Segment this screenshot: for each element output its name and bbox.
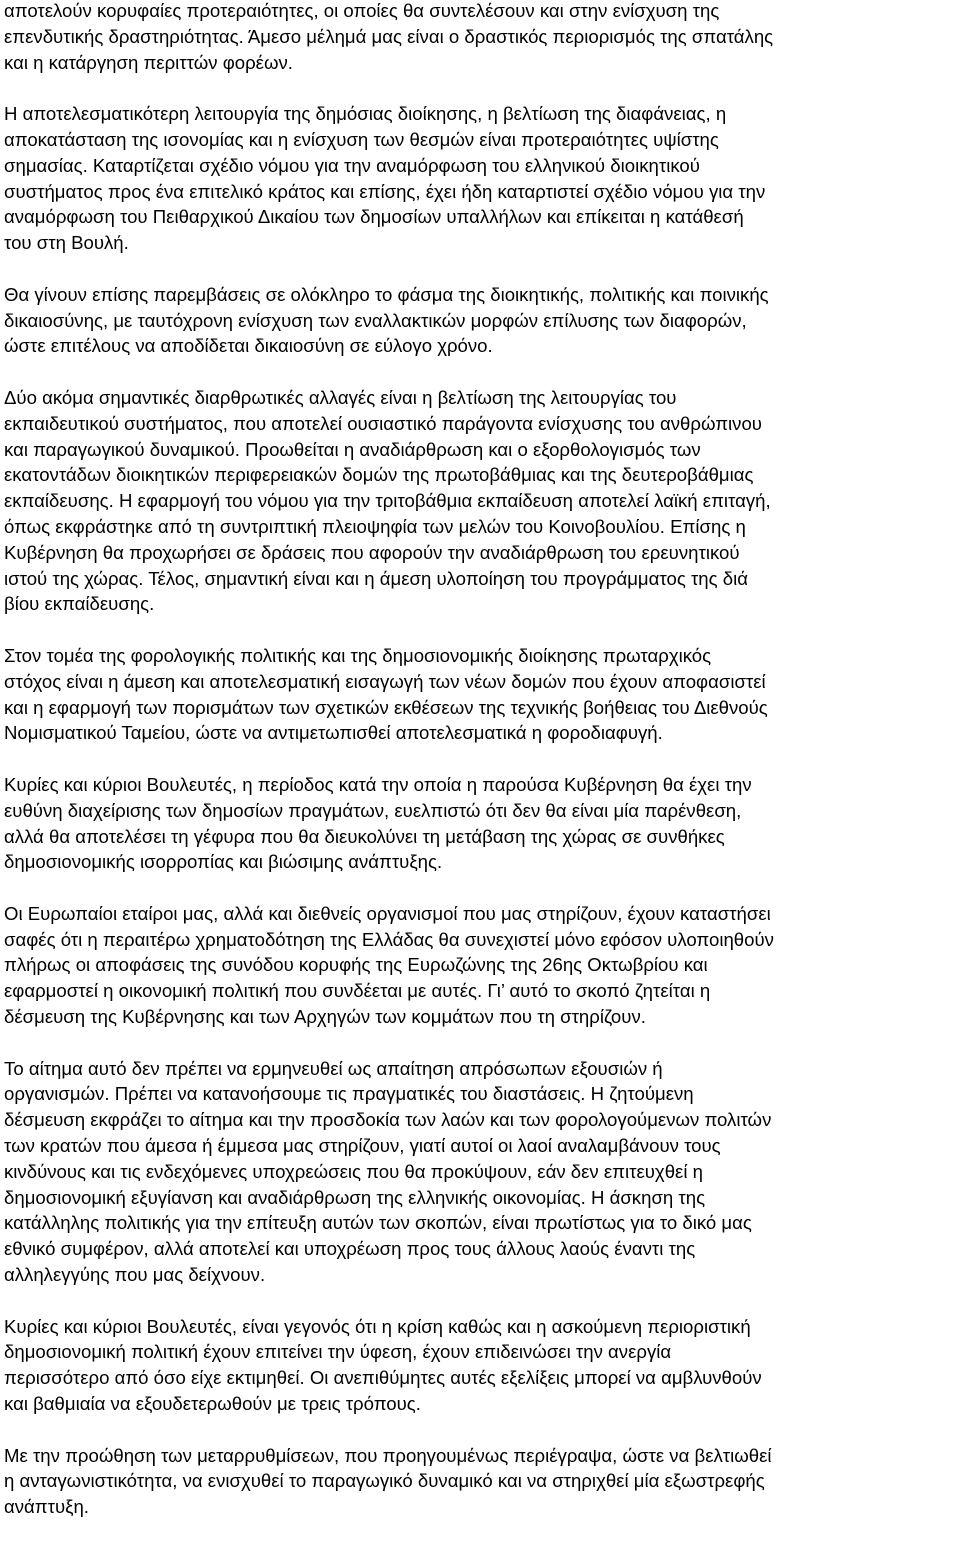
- paragraph-8: Το αίτημα αυτό δεν πρέπει να ερμηνευθεί ως απαίτηση απρόσωπων εξουσιών ή οργανισμών. Πρέπει να κατανοήσουμε τις πραγματικές του διαστάσεις. Η ζητούμενη δέσμευση εκφράζει το αίτημα και την προσδοκία των λαών και των φορολογούμενων πολιτών των κρατών που άμεσα ή έμμεσα μας στηρίζουν, γιατί αυτοί οι λαοί αναλαμβάνουν τους κινδύνους και τις ενδεχόμενες υποχρεώσεις που θα προκύψουν, εάν δεν επιτευχθεί η δημοσιονομική εξυγίανση και αναδιάρθρωση της ελληνικής οικονομίας. Η άσκηση της κατάλληλης πολιτικής για την επίτευξη αυτών των σκοπών, είναι πρωτίστως για το δικό μας εθνικό συμφέρον, αλλά αποτελεί και υποχρέωση προς τους άλλους λαούς έναντι της αλληλεγγύης που μας δείχνουν.: [4, 1057, 772, 1286]
- paragraph-7: Οι Ευρωπαίοι εταίροι μας, αλλά και διεθνείς οργανισμοί που μας στηρίζουν, έχουν καταστήσει σαφές ότι η περαιτέρω χρηματοδότηση της Ελλάδας θα συνεχιστεί μόνο εφόσον υλοποιηθούν πλήρως οι αποφάσεις της συνόδου κορυφής της Ευρωζώνης της 26ης Οκτωβρίου και εφαρμοστεί η οικονομική πολιτική που συνδέεται με αυτές. Γι’ αυτό το σκοπό ζητείται η δέσμευση της Κυβέρνησης και των Αρχηγών των κομμάτων που τη στηρίζουν.: [4, 902, 774, 1028]
- paragraph-5: Στον τομέα της φορολογικής πολιτικής και της δημοσιονομικής διοίκησης πρωταρχικός στόχος είναι η άμεση και αποτελεσματική εισαγωγή των νέων δομών που έχουν αποφασιστεί και η εφαρμογή των πορισμάτων των σχετικών εκθέσεων της τεχνικής βοήθειας του Διεθνούς Νομισματικού Ταμείου, ώστε να αντιμετωπισθεί αποτελεσματικά η φοροδιαφυγή.: [4, 644, 768, 744]
- paragraph-4: Δύο ακόμα σημαντικές διαρθρωτικές αλλαγές είναι η βελτίωση της λειτουργίας του εκπαιδευτικού συστήματος, που αποτελεί ουσιαστικό παράγοντα ενίσχυσης του ανθρώπινου και παραγωγικού δυναμικού. Προωθείται η αναδιάρθρωση και ο εξορθολογισμός των εκατοντάδων διοικητικών περιφερειακών δομών της πρωτοβάθμιας και της δευτεροβάθμιας εκπαίδευσης. Η εφαρμογή του νόμου για την τριτοβάθμια εκπαίδευση αποτελεί λαϊκή επιταγή, όπως εκφράστηκε από τη συντριπτική πλειοψηφία των μελών του Κοινοβουλίου. Επίσης η Κυβέρνηση θα προχωρήσει σε δράσεις που αφορούν την αναδιάρθρωση του ερευνητικού ιστού της χώρας. Τέλος, σημαντική είναι και η άμεση υλοποίηση του προγράμματος της διά βίου εκπαίδευσης.: [4, 386, 771, 615]
- paragraph-2: Η αποτελεσματικότερη λειτουργία της δημόσιας διοίκησης, η βελτίωση της διαφάνειας, η αποκατάσταση της ισονομίας και η ενίσχυση των θεσμών είναι προτεραιότητες υψίστης σημασίας. Καταρτίζεται σχέδιο νόμου για την αναμόρφωση του ελληνικού διοικητικού συστήματος προς ένα επιτελικό κράτος και επίσης, έχει ήδη καταρτιστεί σχέδιο νόμου για την αναμόρφωση του Πειθαρχικού Δικαίου των δημοσίων υπαλλήλων και επίκειται η κατάθεσή του στη Βουλή.: [4, 103, 766, 254]
- document-page: [4, 0, 956, 1520]
- paragraph-3: Θα γίνουν επίσης παρεμβάσεις σε ολόκληρο το φάσμα της διοικητικής, πολιτικής και ποινικής δικαιοσύνης, με ταυτόχρονη ενίσχυση των εναλλακτικών μορφών επίλυσης των διαφορών, ώστε επιτέλους να αποδίδεται δικαιοσύνη σε εύλογο χρόνο.: [4, 283, 769, 357]
- paragraph-6: Κυρίες και κύριοι Βουλευτές, η περίοδος κατά την οποία η παρούσα Κυβέρνηση θα έχει την ευθύνη διαχείρισης των δημοσίων πραγμάτων, ευελπιστώ ότι δεν θα είναι μία παρένθεση, αλλά θα αποτελέσει τη γέφυρα που θα διευκολύνει τη μετάβαση της χώρας σε συνθήκες δημοσιονομικής ισορροπίας και βιώσιμης ανάπτυξης.: [4, 773, 752, 873]
- paragraph-9: Κυρίες και κύριοι Βουλευτές, είναι γεγονός ότι η κρίση καθώς και η ασκούμενη περιοριστική δημοσιονομική πολιτική έχουν επιτείνει την ύφεση, έχουν επιδεινώσει την ανεργία περισσότερο από όσο είχε εκτιμηθεί. Οι ανεπιθύμητες αυτές εξελίξεις μπορεί να αμβλυνθούν και βαθμιαία να εξουδετερωθούν με τρεις τρόπους.: [4, 1315, 762, 1415]
- paragraph-10: Με την προώθηση των μεταρρυθμίσεων, που προηγουμένως περιέγραψα, ώστε να βελτιωθεί η ανταγωνιστικότητα, να ενισχυθεί το παραγωγικό δυναμικό και να στηριχθεί μία εξωστρεφής ανάπτυξη.: [4, 1444, 772, 1518]
- paragraph-1: αποτελούν κορυφαίες προτεραιότητες, οι οποίες θα συντελέσουν και στην ενίσχυση της επενδυτικής δραστηριότητας. Άμεσο μέλημά μας είναι ο δραστικός περιορισμός της σπατάλης και η κατάργηση περιττών φορέων.: [4, 0, 774, 73]
